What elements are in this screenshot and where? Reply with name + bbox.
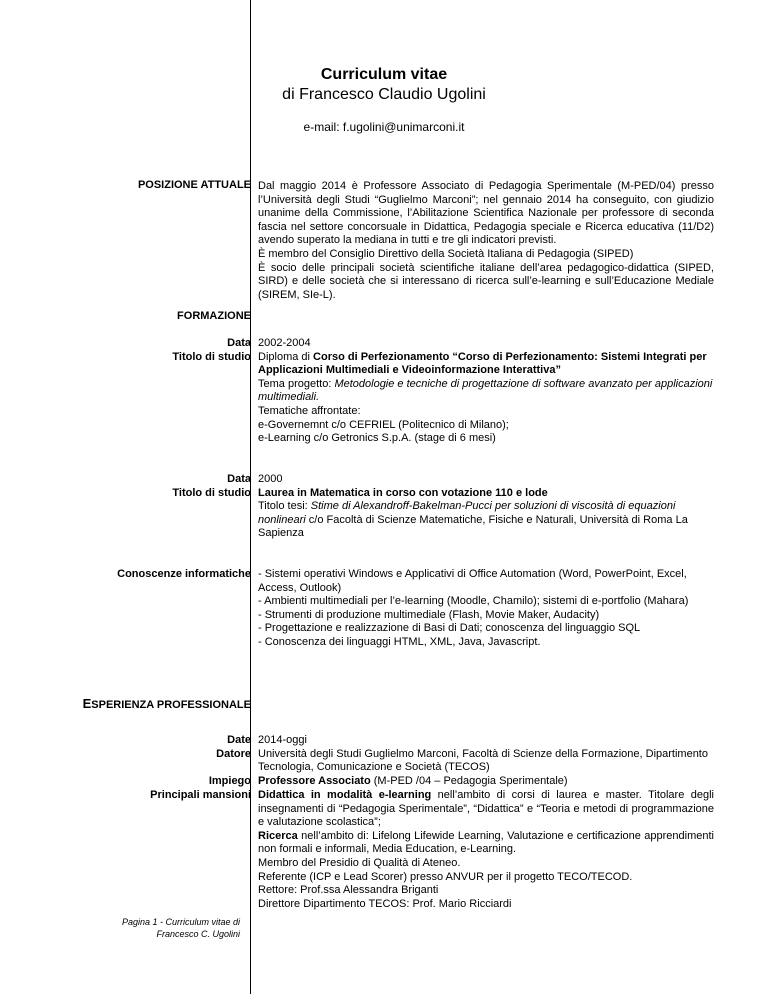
esperienza-header [258,734,714,788]
formazione-entry-1 [258,337,714,446]
entry2-tesi [258,500,714,541]
label-titolo-2: Titolo di studio [172,487,251,499]
esperienza-datore: Università degli Studi Guglielmo Marconi, Facoltà di Scienze della Formazione, Dipartimento Tecnologia, Comunicazione e Società (TECOS) [258,747,708,774]
mansione-presidio: Membro del Presidio di Qualità di Ateneo. [258,856,461,869]
label-esperienza [83,696,251,713]
conoscenze-item-2: - Ambienti multimediali per l’e-learning (Moodle, Chamilo); sistemi di e-portfolio (Mahara) [258,595,689,608]
posizione-text [258,180,714,302]
entry1-tematiche: Tematiche affrontate: [258,404,361,417]
label-data-1: Data [227,337,251,349]
label-data-2: Data [227,473,251,485]
entry1-item-2: e-Learning c/o Getronics S.p.A. (stage di 6 mesi) [258,432,496,445]
impiego-title: Professore Associato [258,774,371,787]
entry1-item-1: e-Governemnt c/o CEFRIEL (Politecnico di Milano); [258,418,509,431]
entry2-laurea: Laurea in Matematica in corso con votazione 110 e lode [258,486,548,499]
formazione-entry-2 [258,473,714,541]
esperienza-date: 2014-oggi [258,734,307,746]
conoscenze-list [258,568,714,650]
label-conoscenze: Conoscenze informatiche [117,568,251,580]
page-footer [122,916,240,940]
impiego-detail: (M-PED /04 – Pedagogia Sperimentale) [370,774,568,787]
footer-line-2: Francesco C. Ugolini [156,929,240,939]
conoscenze-item-4: - Progettazione e realizzazione di Basi di Dati; conoscenza del linguaggio SQL [258,622,641,635]
entry1-tema [258,378,714,405]
posizione-line-3: È socio delle principali società scientifiche italiane dell’area pedagogico-didattica (SIPED, SIRD) e delle società che si interessano di ricerca sull’e-learning e sull’Educazione Mediale (SIREM, SIe-L). [258,261,714,301]
entry1-date: 2002-2004 [258,337,311,349]
conoscenze-item-3: - Strumenti di produzione multimediale (Flash, Movie Maker, Audacity) [258,608,600,621]
posizione-line-2: È membro del Consiglio Direttivo della Società Italiana di Pedagogia (SIPED) [258,247,634,260]
label-esperienza-initial: E [82,696,92,711]
entry1-diploma [258,351,714,378]
mansione-didattica [258,789,714,830]
footer-line-1: Pagina 1 - Curriculum vitae di [121,917,240,927]
mansione-referente: Referente (ICP e Lead Scorer) presso ANVUR per il progetto TECO/TECOD. [258,870,633,883]
entry1-tema-prefix: Tema progetto: [258,377,335,390]
didattica-title: Didattica in modalità e-learning [258,789,432,801]
mansione-direttore: Direttore Dipartimento TECOS: Prof. Mario Ricciardi [258,897,512,910]
entry2-tesi-suffix: c/o Facoltà di Scienze Matematiche, Fisiche e Naturali, Università di Roma La Sapienza [258,513,688,540]
entry1-tema-title: Metodologie e tecniche di progettazione di software avanzato per applicazioni multimediali. [258,377,713,404]
document-subtitle: di Francesco Claudio Ugolini [282,86,486,103]
entry2-date: 2000 [258,473,283,485]
document-title: Curriculum vitae [320,66,448,83]
posizione-line-1: Dal maggio 2014 è Professore Associato di Pedagogia Sperimentale (M-PED/04) presso l’Università degli Studi “Guglielmo Marconi”; nel gennaio 2014 ha conseguito, con giudizio unanime della Commissione, l’Abilitazione Scientifica Nazionale per professore di seconda fascia nel settore concorsuale in Didattica, Pedagogia speciale e Ricerca educativa (11/D2) avendo superato la mediana in tutti e tre gli indicatori previsti. [258,180,714,247]
conoscenze-item-5: - Conoscenza dei linguaggi HTML, XML, Java, Javascript. [258,635,541,648]
mansione-ricerca [258,830,714,857]
conoscenze-item-1: - Sistemi operativi Windows e Applicativi di Office Automation (Word, PowerPoint, Excel, Access, Outlook) [258,568,687,594]
label-posizione-attuale: POSIZIONE ATTUALE [137,179,251,191]
esperienza-mansioni [258,789,714,911]
label-formazione: FORMAZIONE [177,310,251,322]
label-titolo-1: Titolo di studio [172,351,251,363]
entry1-diploma-title: Corso di Perfezionamento “Corso di Perfezionamento: Sistemi Integrati per Applicazioni Multimediali e Videoinformazione Interattiva” [258,350,707,377]
label-esperienza-rest: SPERIENZA PROFESSIONALE [91,699,251,711]
didattica-detail: nell’ambito di corsi di laurea e master. Titolare degli insegnamenti di “Pedagogia Sperimentale”, “Didattica” e “Teoria e metodi di programmazione e valutazione scolastica”; [258,789,714,829]
ricerca-detail: nell’ambito di: Lifelong Lifewide Learning, Valutazione e certificazione apprendimenti non formali e informali, Media Education, e-Learning. [258,829,714,856]
mansione-rettore: Rettore: Prof.ssa Alessandra Briganti [258,884,439,897]
label-impiego: Impiego [208,775,251,787]
label-date: Date [227,734,251,746]
esperienza-impiego [258,775,714,789]
ricerca-title: Ricerca [258,829,298,842]
label-datore: Datore [216,748,251,760]
email-line: e-mail: f.ugolini@unimarconi.it [303,120,465,134]
entry2-tesi-prefix: Titolo tesi: [258,500,311,513]
entry2-tesi-title: Stime di Alexandroff-Bakelman-Pucci per soluzioni di viscosità di equazioni nonlineari [258,500,676,526]
label-mansioni: Principali mansioni [150,789,251,801]
entry1-diploma-prefix: Diploma di [258,350,314,363]
